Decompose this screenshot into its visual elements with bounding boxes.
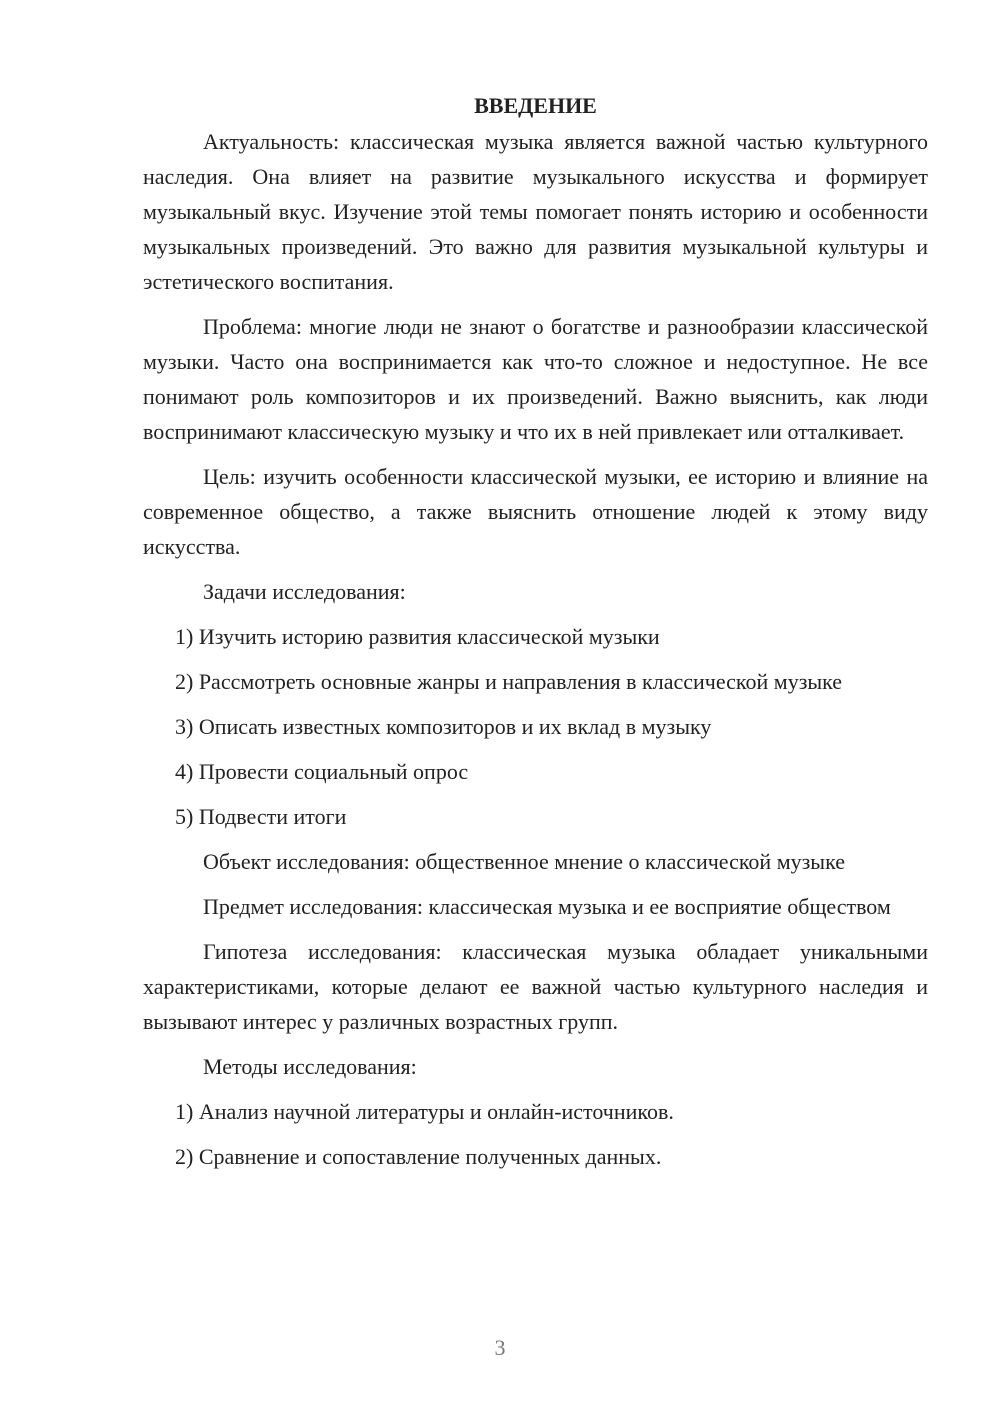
method-item: 2) Сравнение и сопоставление полученных данных. [175,1144,662,1169]
relevance-paragraph: Актуальность: классическая музыка является важной частью культурного наследия. Она влияет на развитие музыкального искусства и формирует музыкальный вкус. Изучение этой темы помогает понять историю и особенности музыкальных произведений. Это важно для развития музыкальной культуры и эстетического воспитания. [143,129,928,294]
object-paragraph: Объект исследования: общественное мнение о классической музыке [203,849,845,874]
task-item: 1) Изучить историю развития классической музыки [175,624,660,649]
document-body [143,90,928,1184]
problem-paragraph: Проблема: многие люди не знают о богатстве и разнообразии классической музыки. Часто она воспринимается как что-то сложное и недоступное. Не все понимают роль композиторов и их произведений. Важно выяснить, как люди воспринимают классическую музыку и что их в ней привлекает или отталкивает. [143,314,928,444]
task-item: 3) Описать известных композиторов и их вклад в музыку [175,714,712,739]
goal-paragraph: Цель: изучить особенности классической музыки, ее историю и влияние на современное общество, а также выяснить отношение людей к этому виду искусства. [143,464,928,559]
page-number: 3 [494,1335,506,1360]
methods-heading: Методы исследования: [203,1054,417,1079]
section-heading: ВВЕДЕНИЕ [474,93,597,118]
task-item: 2) Рассмотреть основные жанры и направления в классической музыке [175,669,843,694]
hypothesis-paragraph: Гипотеза исследования: классическая музыка обладает уникальными характеристиками, которые делают ее важной частью культурного наследия и вызывают интерес у различных возрастных групп. [143,939,928,1034]
task-item: 4) Провести социальный опрос [175,759,469,784]
tasks-heading: Задачи исследования: [203,579,406,604]
task-item: 5) Подвести итоги [175,804,347,829]
method-item: 1) Анализ научной литературы и онлайн-источников. [175,1099,674,1124]
subject-paragraph: Предмет исследования: классическая музыка и ее восприятие обществом [203,894,891,919]
